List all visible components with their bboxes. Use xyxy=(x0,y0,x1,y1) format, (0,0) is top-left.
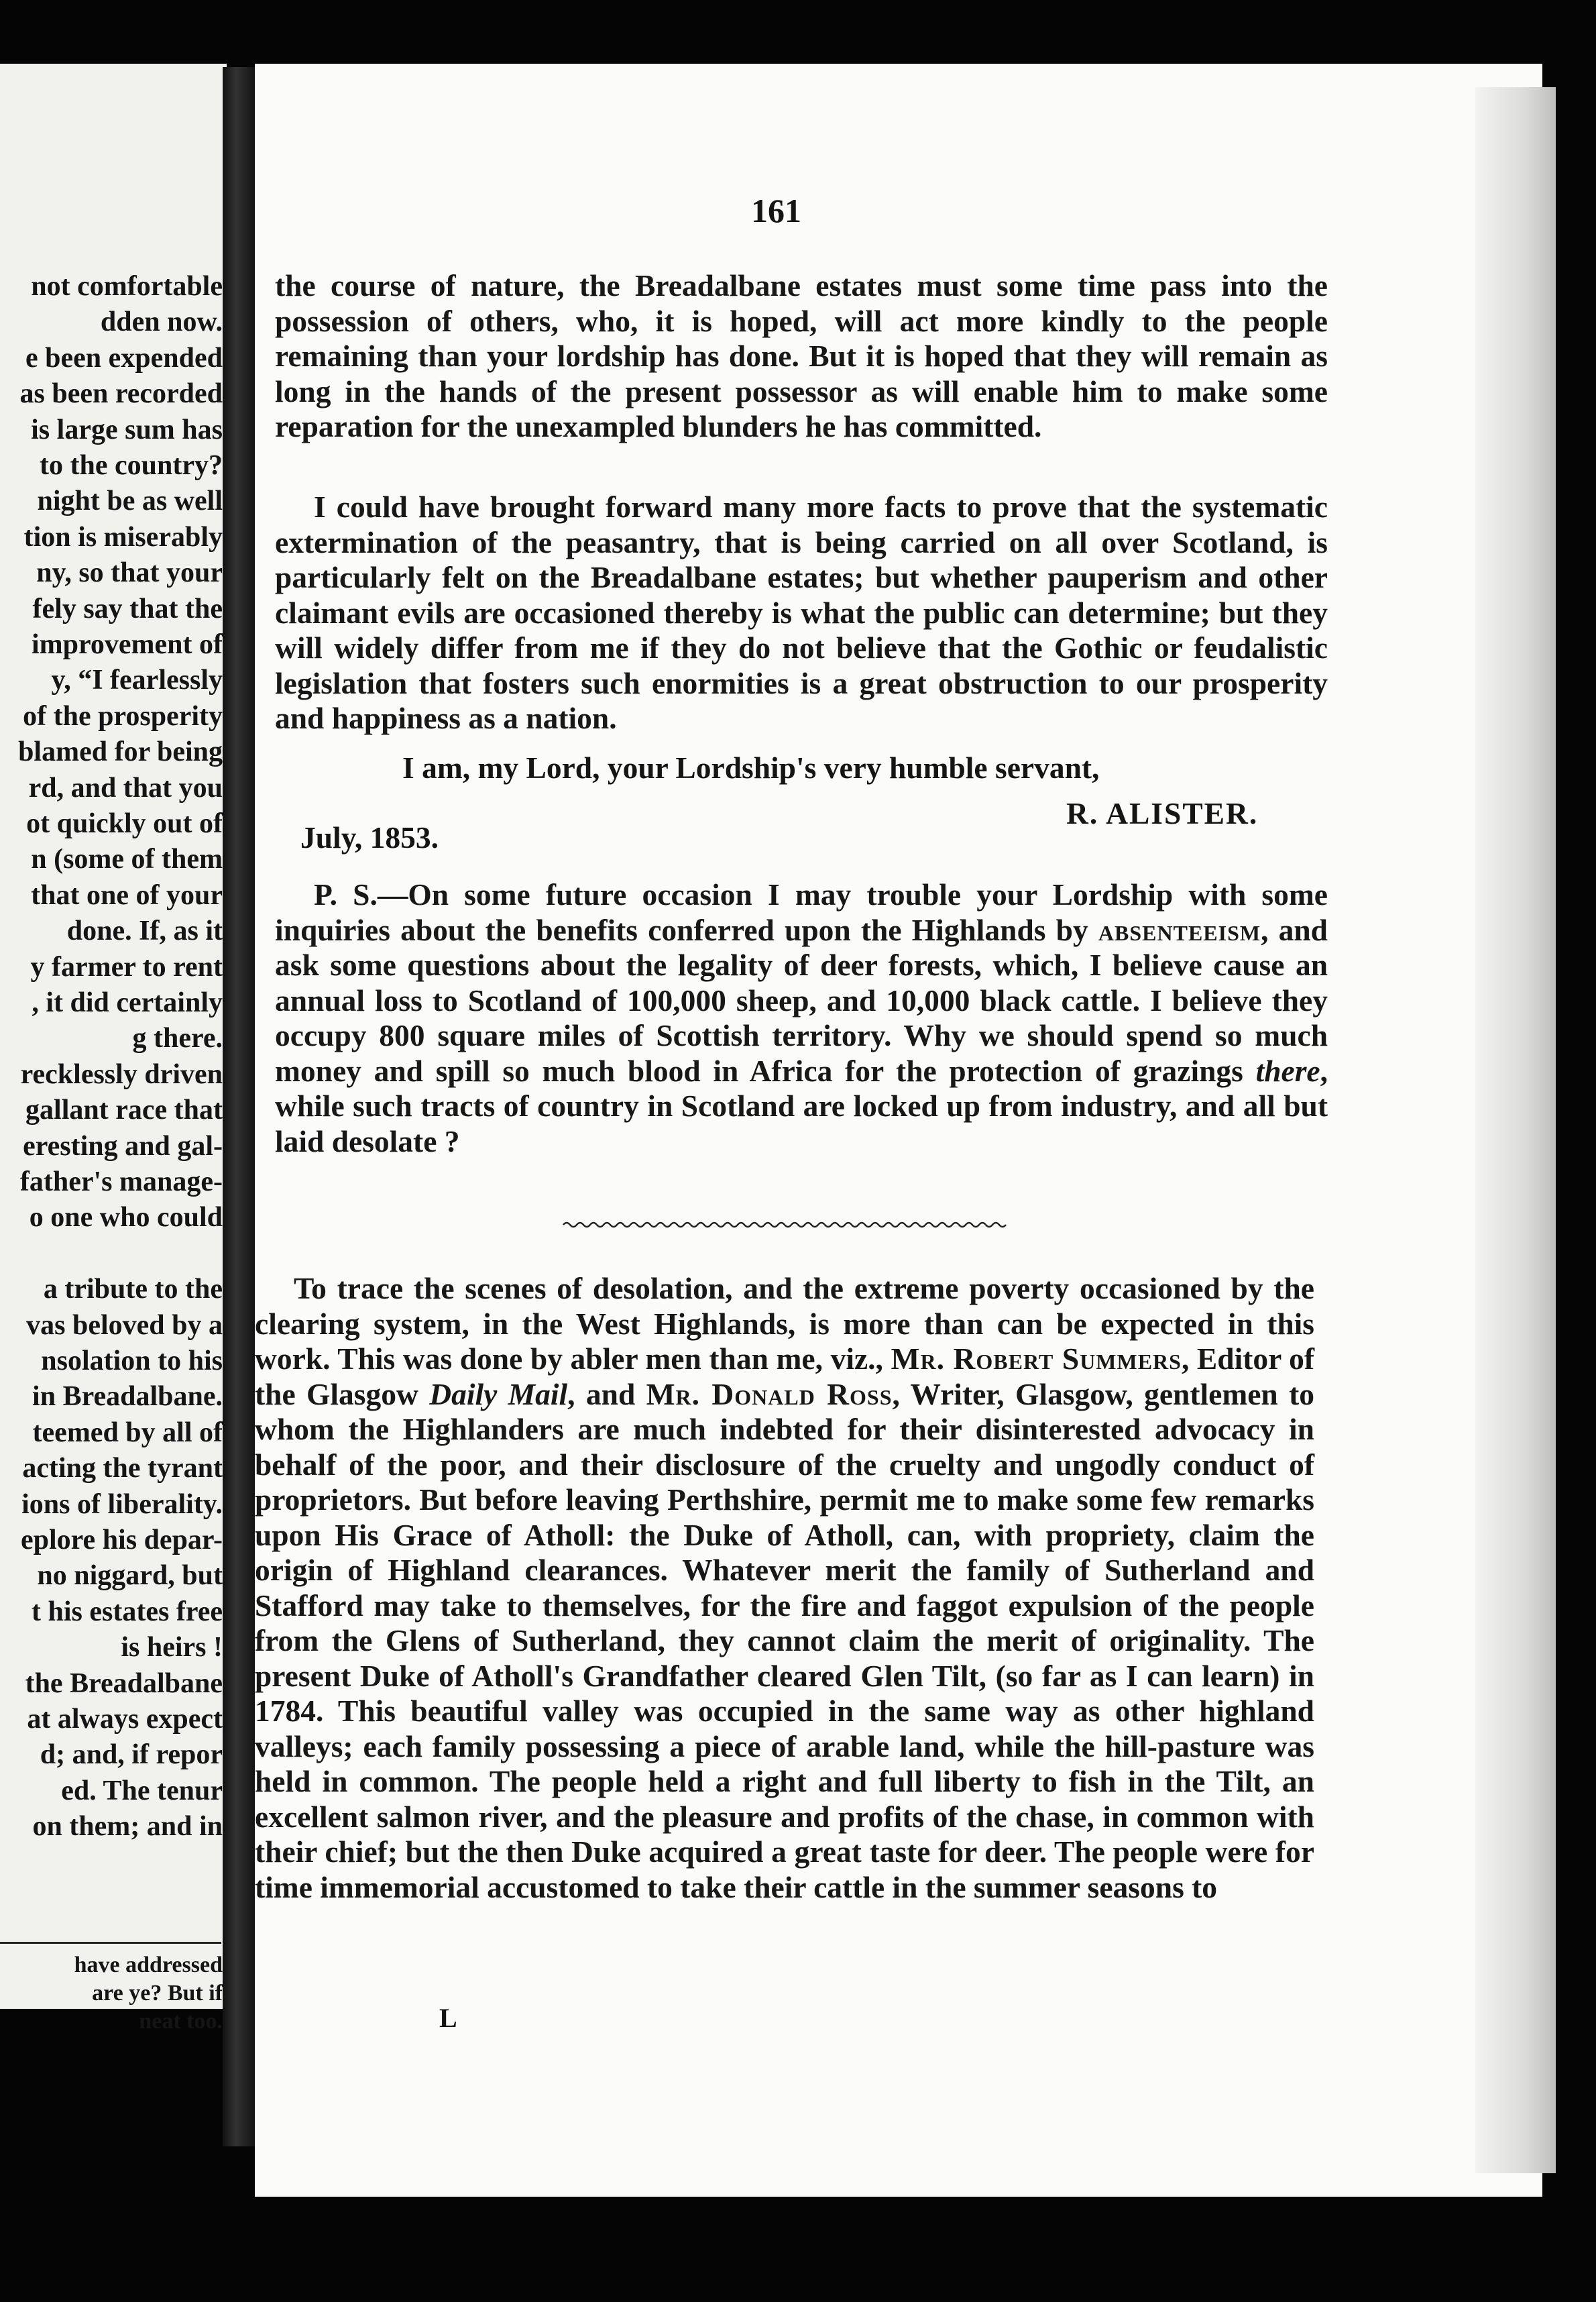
left-page-line: recklessly driven xyxy=(20,1058,223,1090)
left-page-line: eresting and gal- xyxy=(23,1130,223,1162)
left-page-line: g there. xyxy=(132,1023,223,1054)
name-small-caps: Mr. Robert Summers xyxy=(891,1341,1182,1376)
left-page-line: ot quickly out of xyxy=(26,808,223,839)
left-page-line: is large sum has xyxy=(31,414,223,445)
left-page-line: that one of your xyxy=(31,879,223,911)
paragraph-text: To trace the scenes of desolation, and the extreme poverty occasioned by the clearing system, in the West Highlands, is more than can be expected in this work. This was done by abler men than me, viz., xyxy=(255,1271,1314,1376)
paragraph-text: , Writer, Glasgow, gentlemen to whom the Highlanders are much indebted for their disinterested advocacy in behalf of the poor, and their disclosure of the cruelty and ungodly conduct of proprietors. But before leaving Perthshire, permit me to make some few remarks upon His Grace of Atholl: the Duke of Atholl, can, with propriety, claim the origin of Highland clearances. Whatever merit the family of Sutherland and Stafford may take to themselves, for the fire and faggot expulsion of the people from the Glens of Sutherland, they cannot claim the merit of originality. The present Duke of Atholl's Grandfather cleared Glen Tilt, (so far as I can learn) in 1784. This beautiful valley was occupied in the same way as other highland valleys; each family possessing a piece of arable land, while the hill-pasture was held in common. The people held a right and full liberty to fish in the Tilt, an excellent salmon river, and the pleasure and profits of the chase, in common with their chief; but the then Duke acquired a great taste for deer. The people were for time immemorial accustomed to take their cattle in the summer seasons to xyxy=(255,1376,1314,1904)
left-facing-page xyxy=(0,64,227,2034)
left-page-line: not comfortable xyxy=(31,271,223,302)
newspaper-title: Daily Mail xyxy=(429,1376,568,1411)
left-page-line: to the country? xyxy=(40,450,223,481)
left-page-line: t his estates free xyxy=(32,1596,223,1627)
left-footnote-line: have addressed xyxy=(74,1953,223,1977)
left-page-line: y, “I fearlessly xyxy=(51,665,223,696)
left-page-line: is heirs ! xyxy=(121,1632,223,1663)
left-page-line: the Breadalbane xyxy=(25,1667,223,1699)
left-page-line: e been expended xyxy=(25,342,223,374)
ps-small-caps: absenteeism xyxy=(1098,912,1261,947)
section-divider xyxy=(563,1219,1009,1230)
left-footnote-rule xyxy=(0,1942,221,1944)
left-footnote-line: neat too. xyxy=(139,2009,223,2034)
letter-signature: R. ALISTER. xyxy=(1066,796,1259,830)
left-page-line: dden now. xyxy=(100,307,223,338)
name-small-caps: Mr. Donald Ross xyxy=(646,1376,893,1411)
paragraph-text: , Editor of the Glasgow xyxy=(255,1341,1315,1411)
left-page-line: gallant race that xyxy=(25,1095,223,1126)
left-page-line: nsolation to his xyxy=(41,1346,223,1376)
left-page-line: n (some of them xyxy=(31,844,223,875)
left-page-line: ny, so that your xyxy=(36,557,223,589)
left-page-line: a tribute to the xyxy=(43,1274,223,1305)
left-page-line: on them; and in xyxy=(32,1811,223,1843)
left-page-line: father's manage- xyxy=(19,1166,223,1197)
left-page-line: no niggard, but xyxy=(37,1560,223,1592)
letter-date: July, 1853. xyxy=(300,820,439,855)
left-page-line: blamed for being xyxy=(18,736,223,768)
left-page-line: acting the tyrant xyxy=(22,1453,223,1484)
paragraph-text: the course of nature, the Breadalbane estates must some time pass into the possession of others, who, it is hoped, will act more kindly to the people remaining than your lordship has done. But it is hoped that they will remain as long in the hands of the present possessor as will enable him to make some reparation for the unexampled blunders he has committed. xyxy=(275,268,1328,443)
left-page-line: tion is miserably xyxy=(23,521,223,553)
left-page-line: o one who could xyxy=(29,1202,223,1234)
left-page-line: fely say that the xyxy=(32,593,223,624)
left-page-line: ed. The tenur xyxy=(61,1775,223,1806)
page-number: 161 xyxy=(751,192,801,229)
left-page-line: teemed by all of xyxy=(32,1417,223,1448)
left-page-line: of the prosperity xyxy=(23,700,223,732)
left-page-line: y farmer to rent xyxy=(30,951,223,983)
left-page-line: rd, and that you xyxy=(28,772,223,804)
left-page-line: done. If, as it xyxy=(66,916,223,947)
paragraph-text: I could have brought forward many more facts to prove that the systematic extermination of the peasantry, that is being carried on all over Scotland, is particularly felt on the Breadalbane estates; but whether pauperism and other claimant evils are occasioned thereby is what the public can determine; but they will widely differ from me if they do not believe that the Gothic or feudalistic legislation that fosters such enormities is a great obstruction to our prosperity and happiness as a nation. xyxy=(275,490,1328,735)
left-page-line: improvement of xyxy=(32,629,223,660)
page-edge-shadow xyxy=(1475,87,1556,2173)
ps-text: , while such tracts of country in Scotland are locked up from industry, and all but laid desolate ? xyxy=(275,1053,1328,1158)
ps-text: , and ask some questions about the legality of deer forests, which, I believe cause an annual loss to Scotland of 100,000 sheep, and 10,000 black cattle. I believe they occupy 800 square miles of Scottish territory. Why we should spend so much money and spill so much blood in Africa for the protection of grazings xyxy=(275,912,1328,1088)
left-page-line: as been recorded xyxy=(19,378,223,410)
paragraph-text: , and xyxy=(567,1376,646,1411)
left-page-line: eplore his depar- xyxy=(21,1525,223,1555)
postscript xyxy=(275,877,1328,1159)
left-page-line: vas beloved by a xyxy=(26,1309,223,1341)
ps-italic: there xyxy=(1255,1053,1320,1088)
paragraph-desolation xyxy=(255,1271,1314,1905)
book-gutter xyxy=(223,67,256,2146)
left-footnote-line: are ye? But if xyxy=(92,1981,223,2006)
left-page-line: at always expect xyxy=(27,1704,223,1735)
ps-text: P. S.—On some future occasion I may trouble your Lordship with some inquiries about the benefits conferred upon the Highlands by xyxy=(275,877,1328,947)
left-page-line: d; and, if repor xyxy=(40,1739,223,1771)
paragraph-continuation xyxy=(275,268,1328,445)
letter-closing: I am, my Lord, your Lordship's very humble servant, xyxy=(402,751,1100,785)
left-page-line: ions of liberality. xyxy=(21,1488,223,1520)
left-page-line: in Breadalbane. xyxy=(32,1381,223,1413)
left-page-line: night be as well xyxy=(37,486,223,517)
left-page-line: , it did certainly xyxy=(32,987,223,1018)
paragraph-facts xyxy=(275,490,1328,736)
printer-signature-mark: L xyxy=(439,2003,457,2033)
